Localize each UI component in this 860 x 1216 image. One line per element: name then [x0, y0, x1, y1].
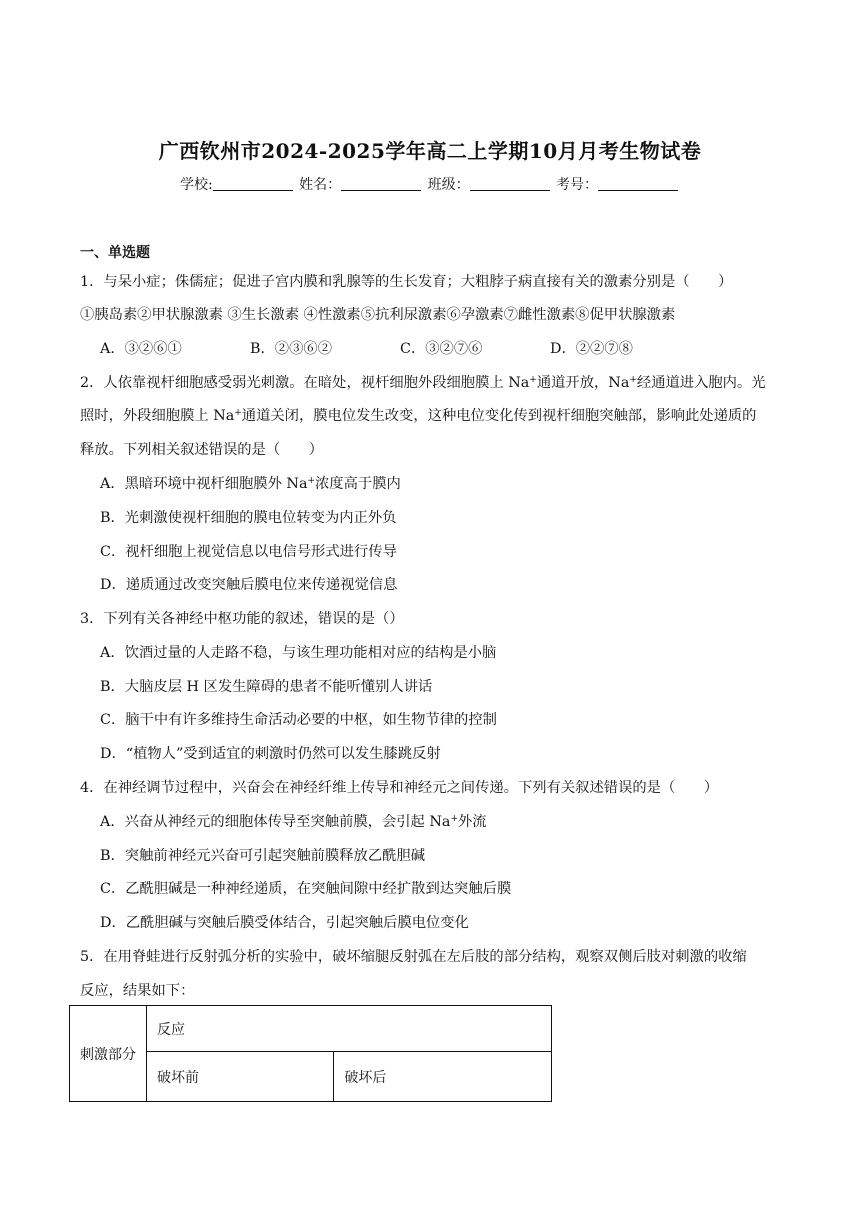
- q2-option-a[interactable]: [100, 473, 806, 493]
- reaction-header-cell: 反应: [147, 1006, 552, 1052]
- student-info-line: [0, 174, 860, 194]
- q3-option-d[interactable]: D．“植物人”受到适宜的刺激时仍然可以发生膝跳反射: [100, 746, 441, 762]
- q2-option-b[interactable]: B．光刺激使视杆细胞的膜电位转变为内正外负: [100, 510, 397, 526]
- q5-stem-line2: 反应，结果如下：: [80, 983, 195, 999]
- q1-options: [100, 338, 806, 358]
- q4-option-a[interactable]: [100, 811, 806, 831]
- superscript-plus: +: [529, 375, 537, 385]
- q3-stem: 3．下列有关各神经中枢功能的叙述，错误的是（）: [80, 611, 404, 627]
- q4-option-a-text: 外流: [457, 814, 487, 830]
- q2-stem-line3: 释放。下列相关叙述错误的是（ ）: [80, 442, 324, 458]
- q4-stem: 4．在神经调节过程中，兴奋会在神经纤维上传导和神经元之间传递。下列有关叙述错误的是（ ）: [80, 780, 719, 796]
- before-header-cell: 破坏前: [147, 1052, 334, 1102]
- q2-option-a-text: A．黑暗环境中视杆细胞膜外 Na: [100, 476, 308, 492]
- class-label: 班级：: [427, 177, 470, 193]
- q2-text: 经通道进入胞内。光: [636, 375, 766, 391]
- name-blank[interactable]: [341, 176, 421, 191]
- superscript-plus: +: [450, 814, 458, 824]
- q3-option-b[interactable]: B．大脑皮层 H 区发生障碍的患者不能听懂别人讲话: [100, 679, 433, 695]
- superscript-plus: +: [629, 375, 637, 385]
- id-label: 考号：: [556, 177, 599, 193]
- q2-stem-line2: [80, 405, 786, 425]
- q1-list: ①胰岛素②甲状腺激素 ③生长激素 ④性激素⑤抗利尿激素⑥孕激素⑦雌性激素⑧促甲状腺激素: [80, 307, 676, 323]
- q1-option-b[interactable]: B．②③⑥②: [250, 341, 332, 357]
- exam-title: 广西钦州市2024-2025学年高二上学期10月月考生物试卷: [158, 139, 702, 163]
- q4-option-c[interactable]: C．乙酰胆碱是一种神经递质，在突触间隙中经扩散到达突触后膜: [100, 881, 512, 897]
- superscript-plus: +: [307, 476, 316, 486]
- q4-option-b[interactable]: B．突触前神经元兴奋可引起突触前膜释放乙酰胆碱: [100, 848, 426, 864]
- q4-option-a-text: A．兴奋从神经元的细胞体传导至突触前膜，会引起 Na: [100, 814, 451, 830]
- q1-option-d[interactable]: D．②②⑦⑧: [550, 341, 633, 357]
- q2-text: 照时，外段细胞膜上 Na: [80, 408, 235, 424]
- stim-header-cell: 刺激部分: [70, 1006, 147, 1102]
- q1-option-a[interactable]: A．③②⑥①: [100, 341, 182, 357]
- results-table: [69, 1005, 552, 1102]
- name-label: 姓名：: [299, 177, 342, 193]
- q2-text: 通道关闭，膜电位发生改变，这种电位变化传到视杆细胞突触部，影响此处递质的: [241, 408, 757, 424]
- q3-option-a[interactable]: A．饮酒过量的人走路不稳，与该生理功能相对应的结构是小脑: [100, 645, 497, 661]
- q2-option-d[interactable]: D．递质通过改变突触后膜电位来传递视觉信息: [100, 577, 398, 593]
- q5-stem-line1: 5．在用脊蛙进行反射弧分析的实验中，破坏缩腿反射弧在左后肢的部分结构，观察双侧后肢对刺激的收缩: [80, 949, 747, 965]
- section-title: 一、单选题: [80, 245, 150, 261]
- school-blank[interactable]: [213, 176, 293, 191]
- q2-text: 2．人依靠视杆细胞感受弱光刺激。在暗处，视杆细胞外段细胞膜上 Na: [80, 375, 530, 391]
- q2-option-a-text: 浓度高于膜内: [315, 476, 401, 492]
- school-label: 学校:: [179, 177, 213, 193]
- q4-option-d[interactable]: D．乙酰胆碱与突触后膜受体结合，引起突触后膜电位变化: [100, 915, 469, 931]
- q1-option-c[interactable]: C．③②⑦⑥: [400, 341, 483, 357]
- q2-stem-line1: [80, 372, 786, 392]
- q1-stem: 1．与呆小症；侏儒症；促进子宫内膜和乳腺等的生长发育；大粗脖子病直接有关的激素分别是（ ）: [80, 274, 733, 290]
- class-blank[interactable]: [470, 176, 550, 191]
- q3-option-c[interactable]: C．脑干中有许多维持生命活动必要的中枢，如生物节律的控制: [100, 712, 497, 728]
- q2-text: 通道开放，Na: [536, 375, 630, 391]
- q2-option-c[interactable]: C．视杆细胞上视觉信息以电信号形式进行传导: [100, 544, 397, 560]
- id-blank[interactable]: [598, 176, 678, 191]
- superscript-plus: +: [234, 408, 242, 418]
- after-header-cell: 破坏后: [334, 1052, 552, 1102]
